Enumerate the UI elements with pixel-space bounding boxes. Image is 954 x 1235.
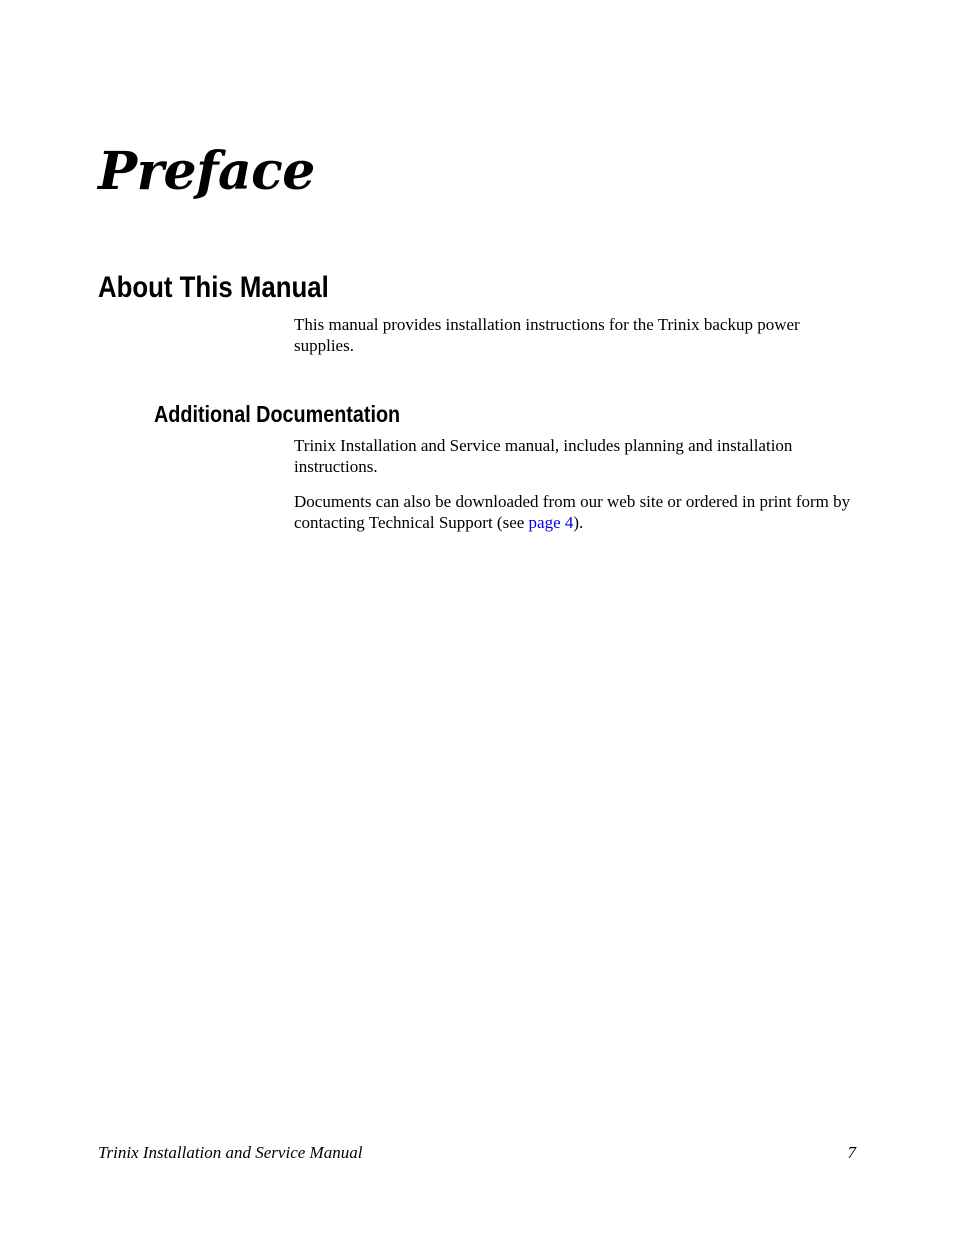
additional-docs-paragraph: Trinix Installation and Service manual, includes planning and installation instructions. — [294, 436, 793, 476]
download-docs-paragraph — [294, 492, 858, 533]
footer-document-title: Trinix Installation and Service Manual — [98, 1143, 363, 1162]
download-docs-text-after-link: ). — [573, 512, 584, 532]
subsection-heading-additional-documentation: Additional Documentation — [154, 401, 401, 427]
page-4-link[interactable]: page 4 — [528, 512, 574, 532]
chapter-title: Preface — [98, 141, 315, 202]
footer-page-number: 7 — [847, 1143, 856, 1162]
section-heading-about-this-manual: About This Manual — [98, 271, 329, 304]
download-docs-text-before-link: Documents can also be downloaded from our web site or ordered in print form by contacting Technical Support (see — [294, 492, 851, 532]
about-manual-paragraph: This manual provides installation instructions for the Trinix backup power supplies. — [294, 315, 800, 355]
